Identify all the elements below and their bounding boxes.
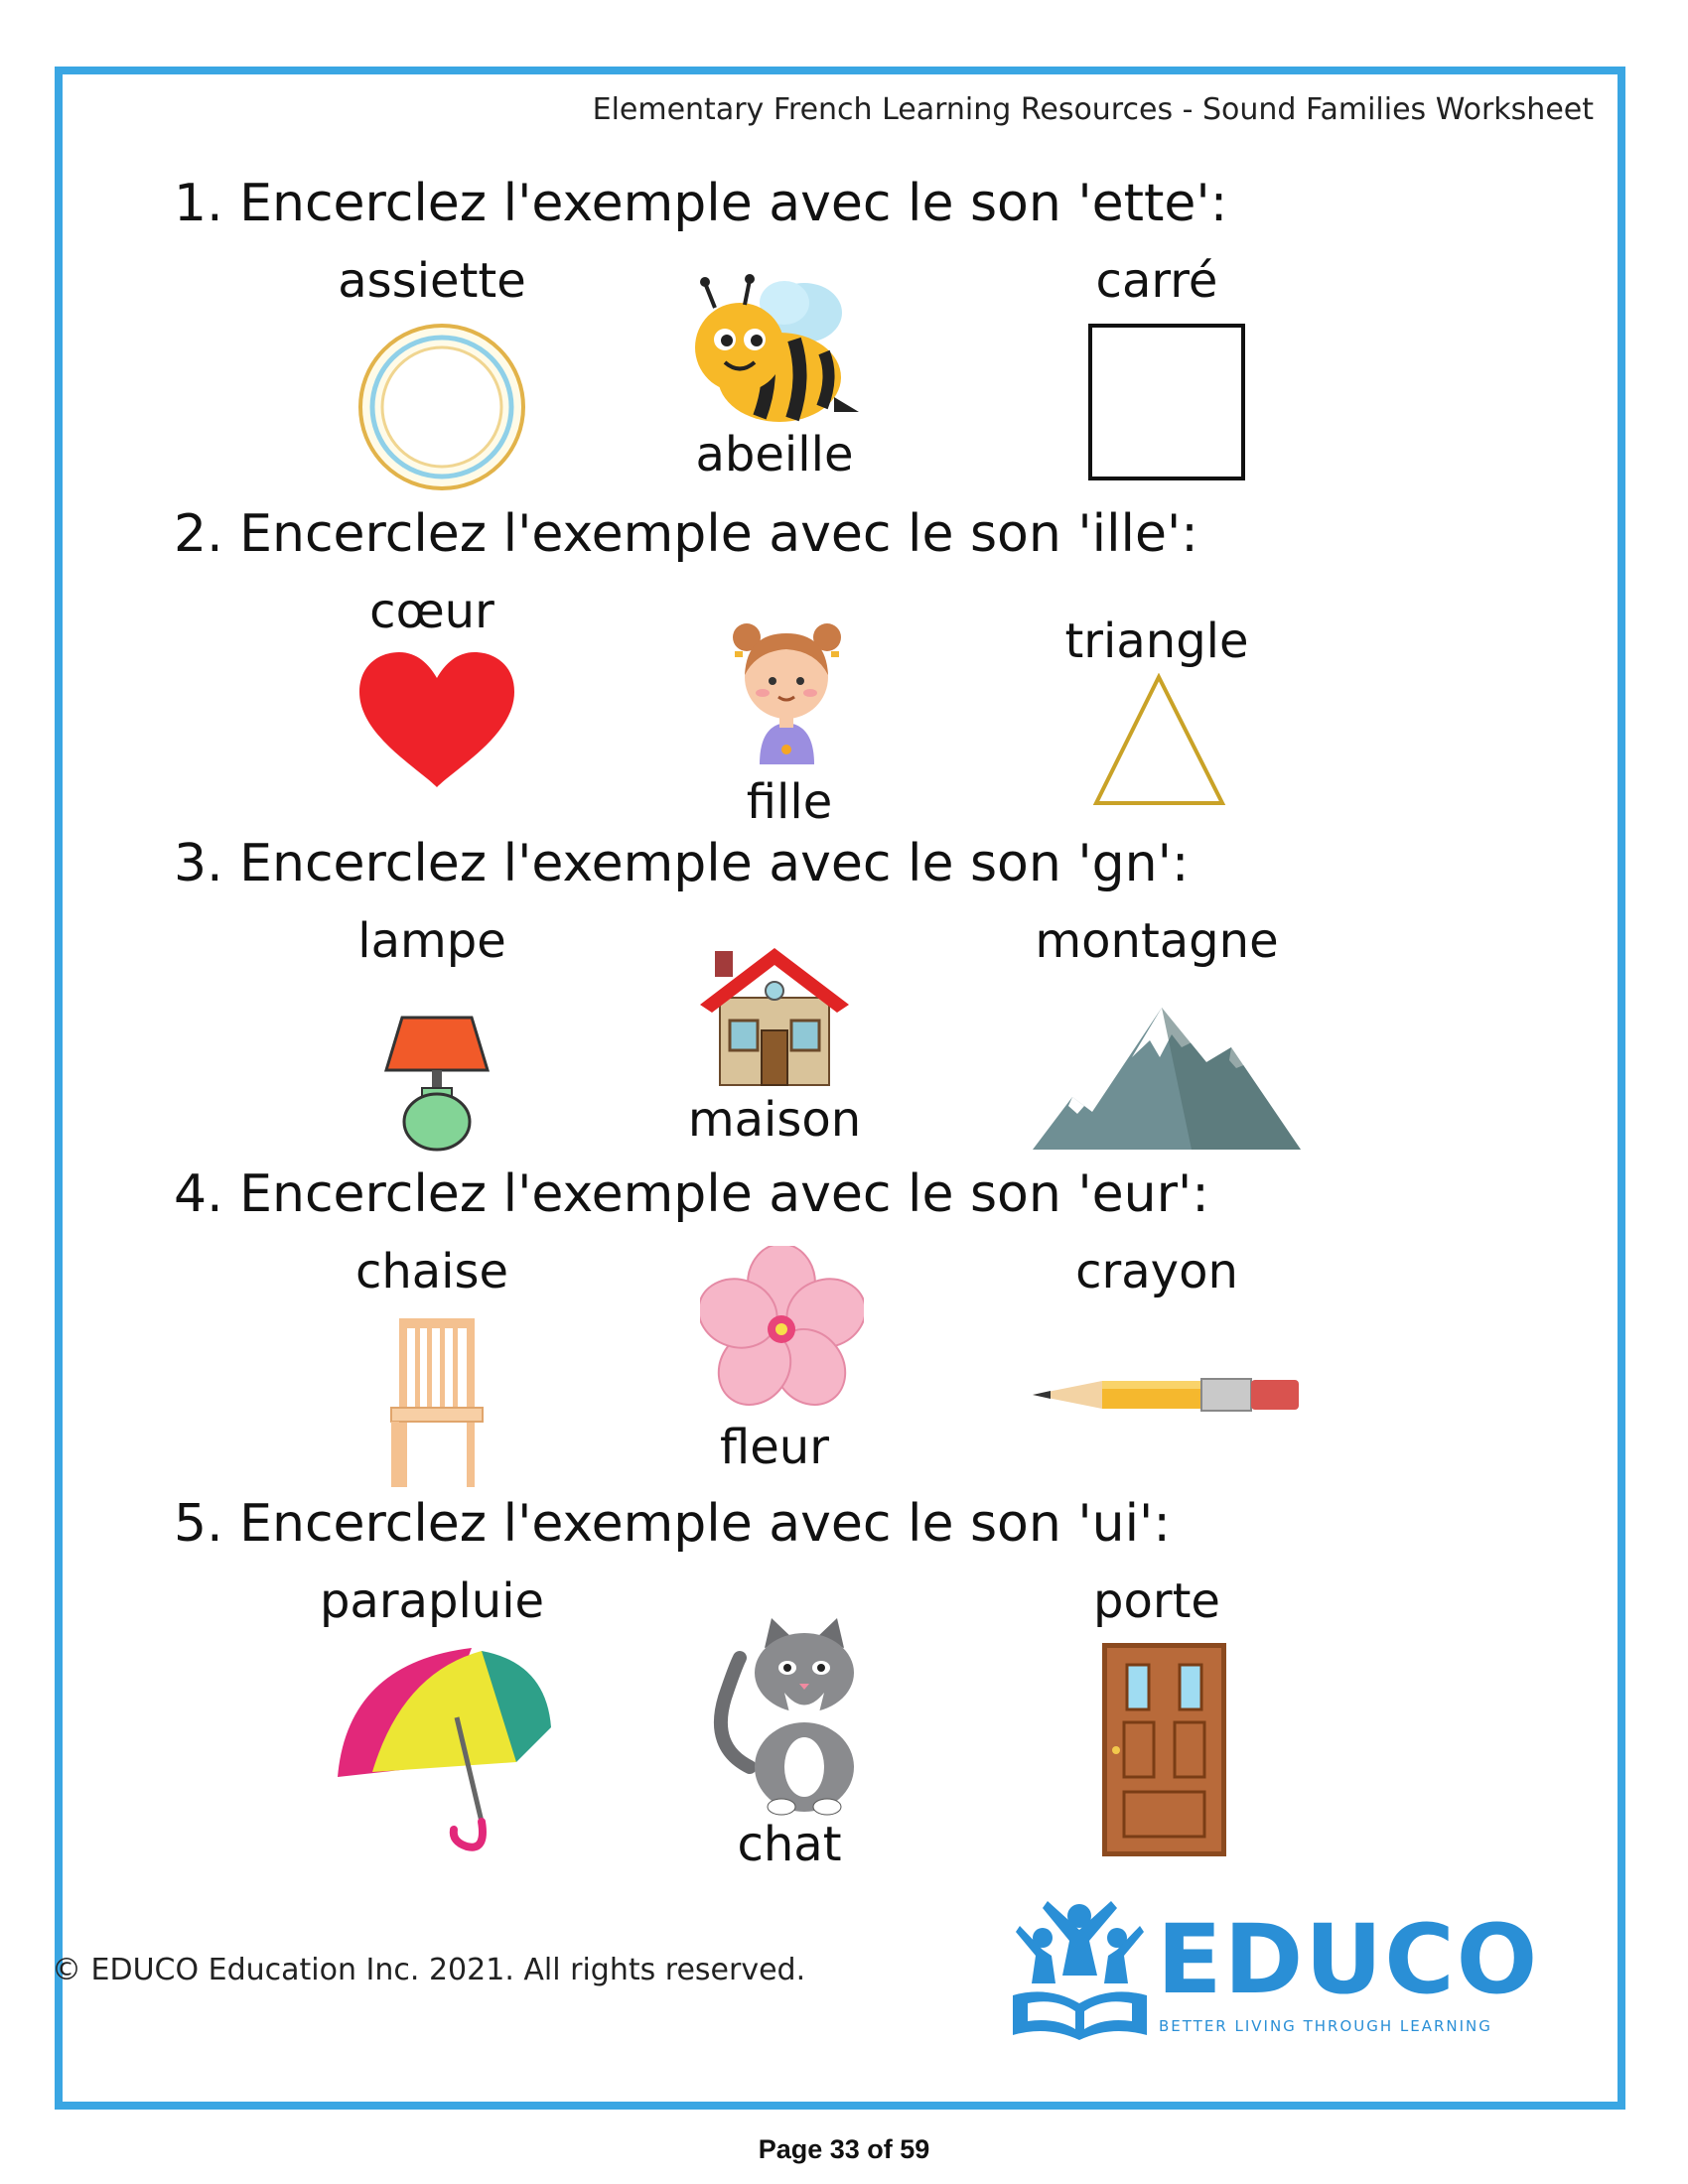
label-montagne: montagne [1035, 913, 1279, 969]
label-parapluie: parapluie [319, 1573, 545, 1629]
label-lampe: lampe [357, 913, 506, 969]
mountain-icon [1033, 1003, 1301, 1150]
bee-icon [685, 268, 864, 437]
house-icon [700, 943, 849, 1087]
pencil-icon [1033, 1375, 1301, 1415]
umbrella-icon [333, 1643, 556, 1856]
label-chat: chat [737, 1817, 842, 1872]
page-number: Page 33 of 59 [758, 2134, 930, 2164]
question-2-prompt: 2. Encerclez l'exemple avec le son 'ille': [174, 504, 1198, 564]
page-header: Elementary French Learning Resources - Sound Families Worksheet [592, 92, 1594, 127]
chair-icon [387, 1313, 487, 1492]
triangle-icon [1092, 673, 1226, 807]
label-fille: fille [746, 774, 833, 830]
lamp-icon [382, 1013, 492, 1152]
flower-icon [700, 1246, 864, 1410]
cat-icon [710, 1618, 884, 1817]
girl-icon [725, 615, 849, 764]
logo-text: EDUCO [1157, 1904, 1540, 2015]
question-1-prompt: 1. Encerclez l'exemple avec le son 'ette': [174, 174, 1228, 233]
label-maison: maison [687, 1092, 862, 1148]
logo-tagline: BETTER LIVING THROUGH LEARNING [1159, 2017, 1492, 2035]
door-icon [1102, 1643, 1226, 1856]
label-chaise: chaise [354, 1244, 509, 1299]
square-icon [1087, 323, 1246, 481]
label-crayon: crayon [1075, 1244, 1238, 1299]
question-5-prompt: 5. Encerclez l'exemple avec le son 'ui': [174, 1494, 1171, 1554]
educo-logo [1008, 1896, 1540, 2075]
label-abeille: abeille [695, 427, 854, 482]
question-4-prompt: 4. Encerclez l'exemple avec le son 'eur': [174, 1164, 1209, 1224]
label-triangle: triangle [1064, 614, 1249, 669]
copyright: © EDUCO Education Inc. 2021. All rights reserved. [52, 1953, 806, 1987]
label-coeur: cœur [369, 584, 494, 639]
label-carre: carré [1095, 253, 1218, 309]
question-3-prompt: 3. Encerclez l'exemple avec le son 'gn': [174, 834, 1190, 893]
logo-people-book-icon [1008, 1896, 1152, 2040]
plate-icon [357, 323, 526, 491]
label-porte: porte [1093, 1573, 1220, 1629]
label-assiette: assiette [338, 253, 526, 309]
label-fleur: fleur [720, 1420, 829, 1475]
heart-icon [357, 650, 516, 789]
